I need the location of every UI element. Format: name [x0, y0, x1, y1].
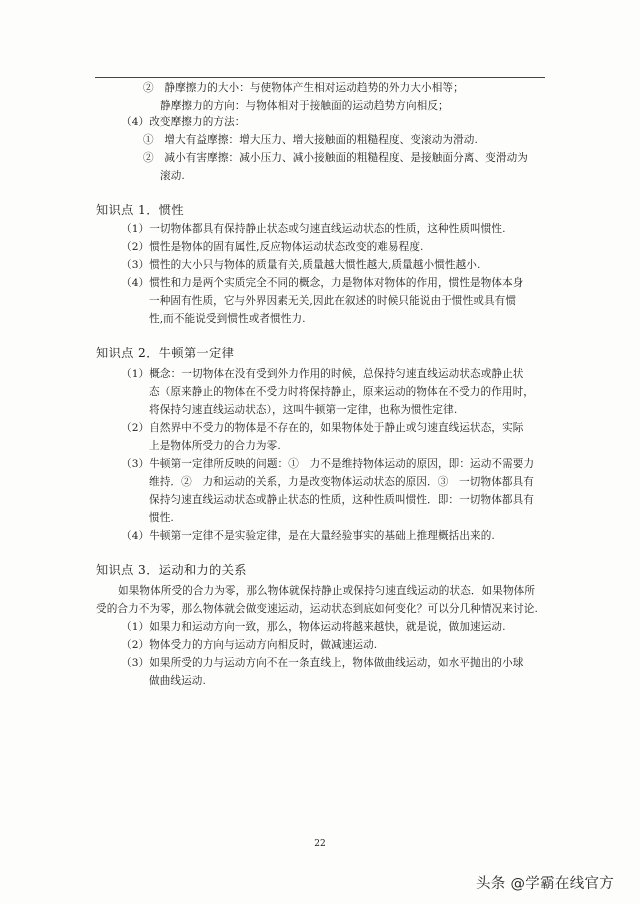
newton-point-1-line-2: 态（原来静止的物体在不受力时将保持静止，原来运动的物体在不受力的作用时， — [149, 386, 534, 398]
inertia-point-1: （1）一切物体都具有保持静止状态或匀速直线运动状态的性质，这种性质叫惯性. — [121, 223, 506, 235]
inertia-point-4-line-2: 一种固有性质，它与外界因素无关,因此在叙述的时候只能说由于惯性或具有惯 — [149, 295, 517, 307]
inertia-point-4-line-3: 性,而不能说受到惯性或者惯性力. — [149, 313, 306, 325]
newton-point-2-line-2: 上是物体所受力的合力为零. — [149, 440, 281, 452]
newton-point-1-line-3: 将保持匀速直线运动状态），这叫牛顿第一定律，也称为惯性定律. — [149, 404, 458, 416]
inertia-point-4-line-1: （4）惯性和力是两个实质完全不同的概念，力是物体对物体的作用，惯性是物体本身 — [121, 277, 524, 289]
watermark: 头条 @学霸在线官方 — [476, 876, 615, 892]
increase-friction: ① 增大有益摩擦：增大压力、增大接触面的粗糙程度、变滚动为滑动. — [143, 134, 478, 146]
newton-point-3-line-1: （3）牛顿第一定律所反映的问题：① 力不是维持物体运动的原因，即：运动不需要力 — [121, 458, 535, 470]
change-friction-title: （4）改变摩擦力的方法： — [121, 116, 246, 128]
inertia-point-2: （2）惯性是物体的固有属性,反应物体运动状态改变的难易程度. — [121, 241, 424, 253]
motion-force-point-2: （2）物体受力的方向与运动方向相反时，做减速运动. — [121, 639, 378, 651]
header-rule — [95, 77, 545, 78]
motion-force-point-3-line-2: 做曲线运动. — [149, 675, 206, 687]
newton-point-4: （4）牛顿第一定律不是实验定律，是在大量经验事实的基础上推理概括出来的. — [121, 530, 495, 542]
newton-point-3-line-4: 惯性. — [149, 512, 174, 524]
section-title-inertia: 知识点 1．惯性 — [96, 203, 184, 217]
motion-force-intro-line-1: 如果物体所受的合力为零，那么物体就保持静止或保持匀速直线运动的状态．如果物体所 — [118, 585, 536, 597]
static-friction-magnitude: ② 静摩擦力的大小：与使物体产生相对运动趋势的外力大小相等； — [143, 82, 464, 94]
static-friction-direction: 静摩擦力的方向：与物体相对于接触面的运动趋势方向相反； — [160, 100, 449, 112]
newton-point-1-line-1: （1）概念：一切物体在没有受到外力作用的时候，总保持匀速直线运动状态或静止状 — [121, 368, 524, 380]
decrease-friction-line-1: ② 减小有害摩擦：减小压力、减小接触面的粗糙程度、是接触面分离、变滑动为 — [143, 152, 528, 164]
newton-point-3-line-3: 保持匀速直线运动状态或静止状态的性质，这种性质叫惯性．即：一切物体都具有 — [149, 494, 534, 506]
newton-point-2-line-1: （2）自然界中不受力的物体是不存在的，如果物体处于静止或匀速直线运状态，实际 — [121, 422, 524, 434]
inertia-point-3: （3）惯性的大小只与物体的质量有关,质量越大惯性越大,质量越小惯性越小. — [121, 259, 481, 271]
newton-point-3-line-2: 维持．② 力和运动的关系，力是改变物体运动状态的原因．③ 一切物体都具有 — [149, 476, 534, 488]
section-title-newton-first-law: 知识点 2．牛顿第一定律 — [96, 346, 235, 360]
decrease-friction-line-2: 滚动. — [160, 170, 185, 182]
section-title-motion-and-force: 知识点 3．运动和力的关系 — [96, 563, 247, 577]
motion-force-point-3-line-1: （3）如果所受的力与运动方向不在一条直线上，物体做曲线运动，如水平抛出的小球 — [121, 657, 524, 669]
motion-force-intro-line-2: 受的合力不为零，那么物体就会做变速运动，运动状态到底如何变化？可以分几种情况来讨论. — [96, 603, 538, 615]
page-number: 22 — [314, 839, 326, 849]
motion-force-point-1: （1）如果力和运动方向一致，那么，物体运动将越来越快，就是说，做加速运动. — [121, 621, 506, 633]
